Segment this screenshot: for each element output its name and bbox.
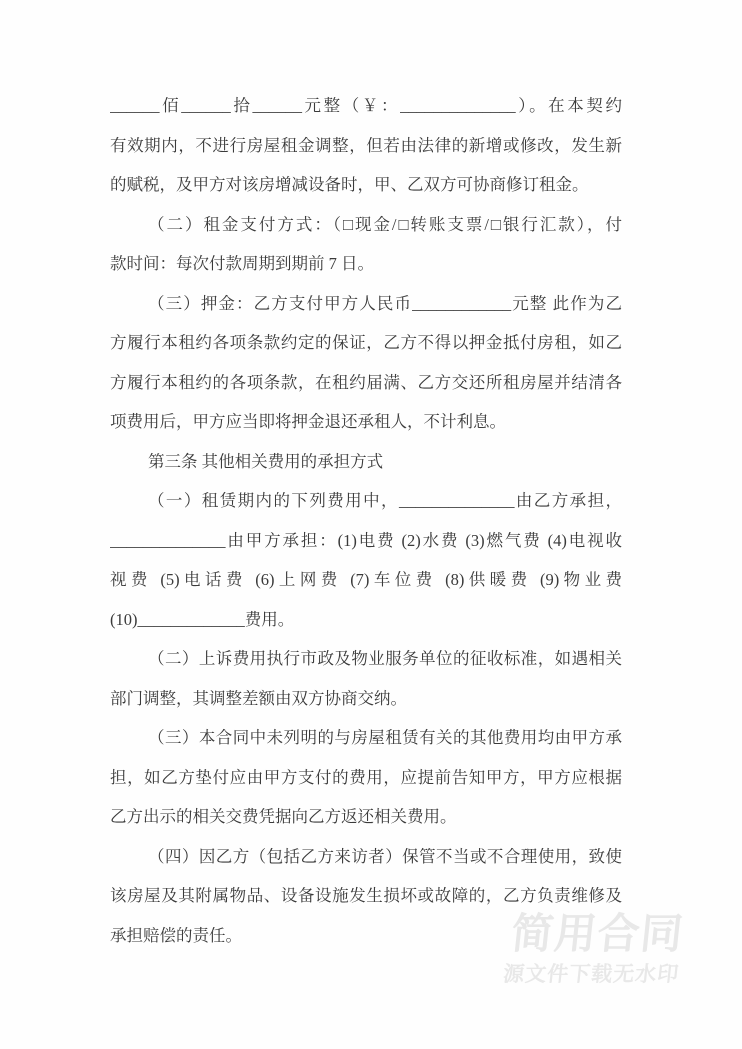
document-line: ______________由甲方承担：(1)电费 (2)水费 (3)燃气费 (4)电视收: [110, 530, 622, 550]
document-line: 方履行本租约的各项条款，在租约届满、乙方交还所租房屋并结清各: [110, 372, 622, 392]
document-line: （二）上诉费用执行市政及物业服务单位的征收标准，如遇相关: [148, 649, 622, 668]
document-line: （一）租赁期内的下列费用中，______________由乙方承担，: [148, 491, 622, 510]
watermark: [502, 908, 686, 988]
document-line: 部门调整，其调整差额由双方协商交纳。: [110, 688, 407, 708]
document-line: 有效期内，不进行房屋租金调整，但若由法律的新增或修改，发生新: [110, 135, 622, 155]
document-line: 乙方出示的相关交费凭据向乙方返还相关费用。: [110, 807, 457, 826]
watermark-subtitle: 源文件下载无水印: [502, 963, 681, 986]
document-line: 视费 (5)电话费 (6)上网费 (7)车位费 (8)供暖费 (9)物业费: [110, 570, 622, 589]
document-line: （三）本合同中未列明的与房屋租赁有关的其他费用均由甲方承: [148, 728, 622, 747]
document-line: 款时间：每次付款周期到期前 7 日。: [110, 254, 374, 273]
document-line: 第三条 其他相关费用的承担方式: [148, 451, 384, 471]
document-line: 的赋税，及甲方对该房增减设备时，甲、乙双方可协商修订租金。: [110, 175, 589, 194]
document-line: 方履行本租约各项条款约定的保证，乙方不得以押金抵付房租，如乙: [110, 333, 622, 352]
document-line: （三）押金：乙方支付甲方人民币____________元整 此作为乙: [148, 293, 622, 313]
document-line: 该房屋及其附属物品、设备设施发生损坏或故障的，乙方负责维修及: [110, 886, 622, 905]
document-line: 项费用后，甲方应当即将押金退还承租人，不计利息。: [110, 412, 506, 431]
document-body: [110, 86, 622, 955]
document-line: 承担赔偿的责任。: [110, 925, 242, 945]
document-line: ______佰______拾______元整（￥：______________）。在本契约: [110, 96, 622, 115]
document-line: 担，如乙方垫付应由甲方支付的费用，应提前告知甲方，甲方应根据: [110, 767, 622, 787]
document-line: （四）因乙方（包括乙方来访者）保管不当或不合理使用，致使: [148, 846, 622, 866]
watermark-title: 简用合同: [509, 910, 686, 957]
document-line: (10)_____________费用。: [110, 609, 295, 629]
document-line: （二）租金支付方式：（□现金/□转账支票/□银行汇款），付: [148, 214, 622, 234]
